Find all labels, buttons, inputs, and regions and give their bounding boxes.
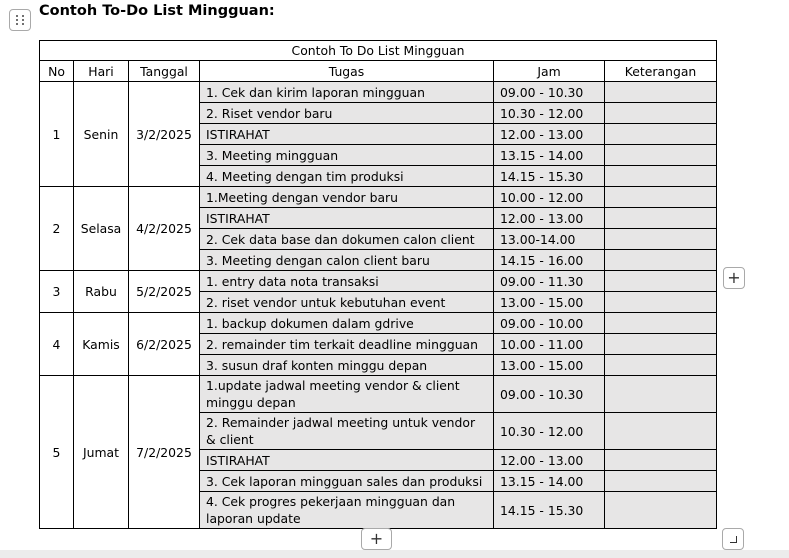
note-cell[interactable] <box>605 471 717 492</box>
time-cell[interactable]: 10.30 - 12.00 <box>494 413 605 450</box>
table-row <box>40 376 717 413</box>
day-number-cell[interactable]: 3 <box>40 271 74 313</box>
time-cell[interactable]: 14.15 - 15.30 <box>494 166 605 187</box>
table-row <box>40 313 717 334</box>
task-cell[interactable]: ISTIRAHAT <box>200 450 494 471</box>
time-cell[interactable]: 12.00 - 13.00 <box>494 450 605 471</box>
task-cell[interactable]: ISTIRAHAT <box>200 208 494 229</box>
time-cell[interactable]: 14.15 - 16.00 <box>494 250 605 271</box>
header-tanggal: Tanggal <box>129 61 200 82</box>
note-cell[interactable] <box>605 208 717 229</box>
task-cell[interactable]: 1.update jadwal meeting vendor & client minggu depan <box>200 376 494 413</box>
task-cell[interactable]: 3. susun draf konten minggu depan <box>200 355 494 376</box>
time-cell[interactable]: 13.00-14.00 <box>494 229 605 250</box>
table-row <box>40 187 717 208</box>
task-cell[interactable]: ISTIRAHAT <box>200 124 494 145</box>
day-date-cell[interactable]: 7/2/2025 <box>129 376 200 529</box>
document-heading: Contoh To-Do List Mingguan: <box>39 3 275 19</box>
task-cell[interactable]: 1. backup dokumen dalam gdrive <box>200 313 494 334</box>
time-cell[interactable]: 13.15 - 14.00 <box>494 471 605 492</box>
note-cell[interactable] <box>605 250 717 271</box>
day-number-cell[interactable]: 1 <box>40 82 74 187</box>
day-date-cell[interactable]: 3/2/2025 <box>129 82 200 187</box>
note-cell[interactable] <box>605 355 717 376</box>
header-no: No <box>40 61 74 82</box>
note-cell[interactable] <box>605 313 717 334</box>
task-cell[interactable]: 2. Remainder jadwal meeting untuk vendor & client <box>200 413 494 450</box>
note-cell[interactable] <box>605 450 717 471</box>
time-cell[interactable]: 09.00 - 10.30 <box>494 82 605 103</box>
todo-table[interactable] <box>39 40 717 529</box>
note-cell[interactable] <box>605 124 717 145</box>
note-cell[interactable] <box>605 187 717 208</box>
add-column-button[interactable]: + <box>723 267 745 289</box>
day-number-cell[interactable]: 2 <box>40 187 74 271</box>
time-cell[interactable]: 10.00 - 11.00 <box>494 334 605 355</box>
time-cell[interactable]: 09.00 - 10.00 <box>494 313 605 334</box>
time-cell[interactable]: 10.00 - 12.00 <box>494 187 605 208</box>
time-cell[interactable]: 09.00 - 11.30 <box>494 271 605 292</box>
note-cell[interactable] <box>605 413 717 450</box>
note-cell[interactable] <box>605 271 717 292</box>
note-cell[interactable] <box>605 82 717 103</box>
task-cell[interactable]: 3. Meeting dengan calon client baru <box>200 250 494 271</box>
table-title: Contoh To Do List Mingguan <box>40 41 717 61</box>
day-date-cell[interactable]: 6/2/2025 <box>129 313 200 376</box>
header-keterangan: Keterangan <box>605 61 717 82</box>
note-cell[interactable] <box>605 376 717 413</box>
time-cell[interactable]: 13.15 - 14.00 <box>494 145 605 166</box>
task-cell[interactable]: 2. Riset vendor baru <box>200 103 494 124</box>
table-row <box>40 271 717 292</box>
header-row <box>40 61 717 82</box>
day-name-cell[interactable]: Senin <box>74 82 129 187</box>
header-tugas: Tugas <box>200 61 494 82</box>
task-cell[interactable]: 1. Cek dan kirim laporan mingguan <box>200 82 494 103</box>
time-cell[interactable]: 13.00 - 15.00 <box>494 292 605 313</box>
header-hari: Hari <box>74 61 129 82</box>
day-number-cell[interactable]: 5 <box>40 376 74 529</box>
task-cell[interactable]: 4. Cek progres pekerjaan mingguan dan laporan update <box>200 492 494 529</box>
note-cell[interactable] <box>605 334 717 355</box>
day-date-cell[interactable]: 4/2/2025 <box>129 187 200 271</box>
task-cell[interactable]: 3. Cek laporan mingguan sales dan produksi <box>200 471 494 492</box>
day-number-cell[interactable]: 4 <box>40 313 74 376</box>
note-cell[interactable] <box>605 292 717 313</box>
note-cell[interactable] <box>605 229 717 250</box>
task-cell[interactable]: 3. Meeting mingguan <box>200 145 494 166</box>
day-name-cell[interactable]: Rabu <box>74 271 129 313</box>
time-cell[interactable]: 13.00 - 15.00 <box>494 355 605 376</box>
task-cell[interactable]: 2. riset vendor untuk kebutuhan event <box>200 292 494 313</box>
time-cell[interactable]: 12.00 - 13.00 <box>494 208 605 229</box>
task-cell[interactable]: 4. Meeting dengan tim produksi <box>200 166 494 187</box>
task-cell[interactable]: 2. remainder tim terkait deadline mingguan <box>200 334 494 355</box>
time-cell[interactable]: 09.00 - 10.30 <box>494 376 605 413</box>
task-cell[interactable]: 1.Meeting dengan vendor baru <box>200 187 494 208</box>
note-cell[interactable] <box>605 145 717 166</box>
note-cell[interactable] <box>605 166 717 187</box>
note-cell[interactable] <box>605 103 717 124</box>
day-name-cell[interactable]: Jumat <box>74 376 129 529</box>
table-resize-handle-icon[interactable] <box>722 528 744 550</box>
status-bar-edge <box>0 550 789 558</box>
task-cell[interactable]: 1. entry data nota transaksi <box>200 271 494 292</box>
day-date-cell[interactable]: 5/2/2025 <box>129 271 200 313</box>
time-cell[interactable]: 10.30 - 12.00 <box>494 103 605 124</box>
note-cell[interactable] <box>605 492 717 529</box>
day-name-cell[interactable]: Kamis <box>74 313 129 376</box>
table-row <box>40 82 717 103</box>
add-row-button[interactable]: + <box>361 528 392 550</box>
drag-dots-icon <box>16 15 25 25</box>
header-jam: Jam <box>494 61 605 82</box>
time-cell[interactable]: 14.15 - 15.30 <box>494 492 605 529</box>
time-cell[interactable]: 12.00 - 13.00 <box>494 124 605 145</box>
day-name-cell[interactable]: Selasa <box>74 187 129 271</box>
task-cell[interactable]: 2. Cek data base dan dokumen calon client <box>200 229 494 250</box>
table-move-handle-icon[interactable] <box>9 9 31 31</box>
